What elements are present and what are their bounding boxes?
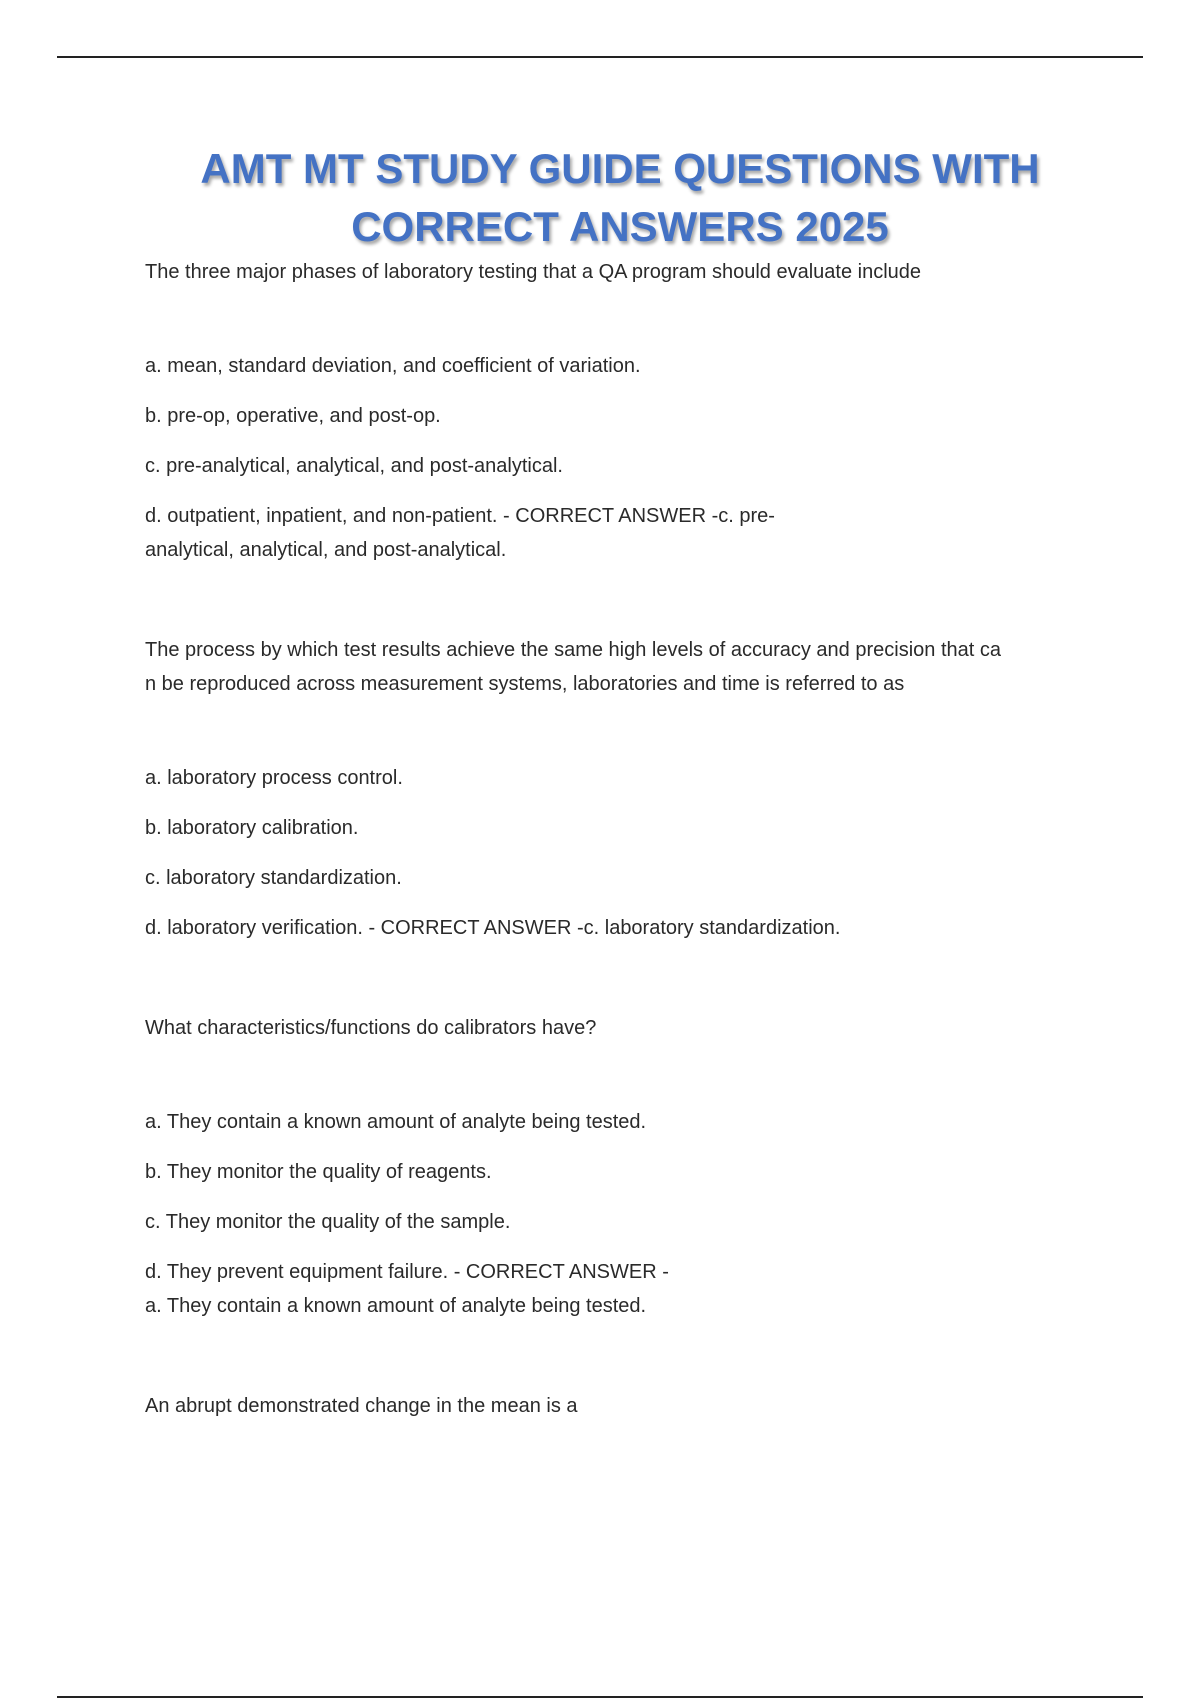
footer-rule <box>57 1696 1143 1698</box>
title-line-1: AMT MT STUDY GUIDE QUESTIONS WITH <box>200 145 1040 192</box>
answer-option: c. They monitor the quality of the sample. <box>145 1211 511 1233</box>
question-block <box>145 255 1085 567</box>
question-text: What characteristics/functions do calibrators have? <box>145 1017 597 1039</box>
question-text: The three major phases of laboratory testing that a QA program should evaluate include <box>145 261 922 283</box>
answer-option: b. pre-op, operative, and post-op. <box>145 405 441 427</box>
title-line-2: CORRECT ANSWERS 2025 <box>351 203 889 250</box>
question-text-continuation: n be reproduced across measurement systems, laboratories and time is referred to as <box>145 673 905 695</box>
answer-option-with-correct-answer: d. They prevent equipment failure. - CORRECT ANSWER - <box>145 1261 669 1283</box>
answer-option: a. They contain a known amount of analyte being tested. <box>145 1111 647 1133</box>
document-title <box>0 140 1200 256</box>
answer-option: a. mean, standard deviation, and coefficient of variation. <box>145 355 641 377</box>
answer-option: a. laboratory process control. <box>145 767 403 789</box>
question-block <box>145 1011 1085 1323</box>
answer-option: b. They monitor the quality of reagents. <box>145 1161 492 1183</box>
header-rule <box>57 56 1143 58</box>
study-guide-body <box>145 255 1085 1423</box>
answer-option: b. laboratory calibration. <box>145 817 359 839</box>
question-text: An abrupt demonstrated change in the mean is a <box>145 1395 578 1417</box>
correct-answer-continuation: a. They contain a known amount of analyte being tested. <box>145 1295 647 1317</box>
answer-option: c. laboratory standardization. <box>145 867 402 889</box>
question-block <box>145 633 1085 945</box>
answer-option-with-correct-answer: d. laboratory verification. - CORRECT ANSWER -c. laboratory standardization. <box>145 917 841 939</box>
answer-option: c. pre-analytical, analytical, and post-analytical. <box>145 455 563 477</box>
answer-option-with-correct-answer: d. outpatient, inpatient, and non-patient. - CORRECT ANSWER -c. pre- <box>145 505 775 527</box>
correct-answer-continuation: analytical, analytical, and post-analytical. <box>145 539 507 561</box>
question-block <box>145 1389 1085 1423</box>
question-text: The process by which test results achieve the same high levels of accuracy and precision that ca <box>145 639 1001 661</box>
